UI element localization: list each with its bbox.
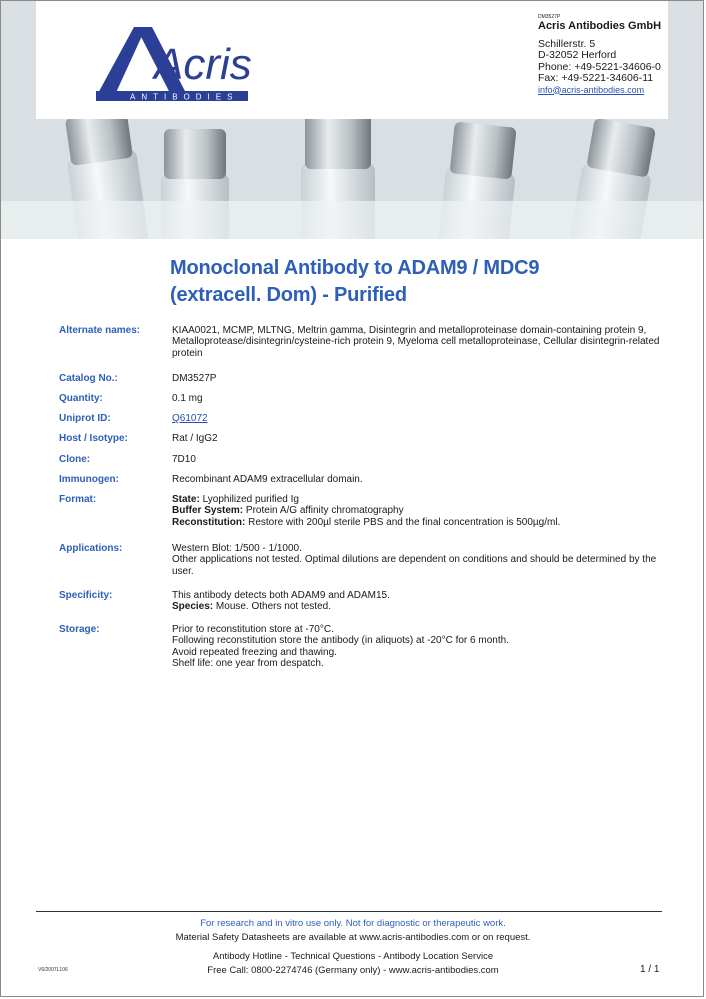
field-value: KIAA0021, MCMP, MLTNG, Meltrin gamma, Disintegrin and metalloproteinase domain-containing protein 9, Metalloprotease/disintegrin/cysteine-rich protein 9, Myeloma cell metalloproteinase, Cellular disintegrin-related protein [172, 325, 660, 359]
state-label: State: [172, 494, 200, 505]
field-value: 7D10 [172, 454, 196, 465]
field-label: Uniprot ID: [59, 413, 111, 424]
specificity-line: This antibody detects both ADAM9 and ADAM15. [172, 590, 390, 601]
field-value [172, 543, 672, 577]
field-value: DM3527P [172, 373, 217, 384]
uniprot-link[interactable]: Q61072 [172, 413, 208, 424]
field-label: Catalog No.: [59, 373, 118, 384]
field-label: Host / Isotype: [59, 433, 128, 444]
field-label: Clone: [59, 454, 91, 465]
document-version: V6/2007L106 [38, 967, 68, 973]
company-name: Acris Antibodies GmbH [538, 20, 662, 32]
storage-line: Following reconstitution store the antibody (in aliquots) at -20°C for 6 month. [172, 635, 509, 647]
storage-line: Prior to reconstitution store at -70°C. [172, 624, 334, 635]
acris-logo [96, 27, 256, 107]
company-fax: Fax: +49-5221-34606-11 [538, 72, 654, 84]
species-value: Mouse. Others not tested. [215, 601, 331, 613]
species-label: Species: [172, 601, 214, 613]
applications-line: Western Blot: 1/500 - 1/1000. [172, 543, 302, 554]
field-value [172, 494, 672, 528]
state-value: Lyophilized purified Ig [202, 494, 299, 505]
footer-research-notice: For research and in vitro use only. Not for diagnostic or therapeutic work. [200, 918, 506, 929]
storage-line: Shelf life: one year from despatch. [172, 658, 324, 670]
reconstitution-value: Restore with 200µl sterile PBS and the final concentration is 500µg/ml. [248, 516, 561, 528]
footer-freecall: Free Call: 0800-2274746 (Germany only) - www.acris-antibodies.com [207, 965, 499, 976]
product-title [170, 255, 670, 309]
company-address [538, 13, 706, 96]
applications-line: Other applications not tested. Optimal dilutions are dependent on conditions and should be determined by the user. [172, 554, 657, 577]
field-label: Alternate names: [59, 325, 141, 336]
product-title-line1: Monoclonal Antibody to ADAM9 / MDC9 [170, 257, 540, 279]
company-phone: Phone: +49-5221-34606-0 [538, 60, 661, 73]
company-street: Schillerstr. 5 [538, 37, 596, 50]
footer-divider [36, 911, 662, 912]
field-label: Storage: [59, 624, 100, 635]
letterhead-panel [36, 1, 668, 119]
field-label: Format: [59, 494, 97, 505]
company-city: D-32052 Herford [538, 49, 617, 61]
field-value [172, 624, 672, 670]
field-value [172, 590, 672, 613]
company-email-link[interactable]: info@acris-antibodies.com [538, 84, 645, 95]
field-label: Quantity: [59, 393, 103, 404]
buffer-value: Protein A/G affinity chromatography [245, 505, 404, 517]
logo-wordmark: Acris [154, 40, 252, 89]
field-label: Applications: [59, 543, 123, 554]
reconstitution-label: Reconstitution: [172, 516, 246, 528]
field-value: Recombinant ADAM9 extracellular domain. [172, 474, 363, 485]
product-title-line2: (extracell. Dom) - Purified [170, 284, 407, 306]
buffer-label: Buffer System: [172, 505, 244, 517]
footer-msds-notice: Material Safety Datasheets are available at www.acris-antibodies.com or on request. [175, 932, 531, 943]
logo-subtitle: ANTIBODIES [130, 92, 239, 102]
field-value: Rat / IgG2 [172, 433, 218, 444]
field-label: Immunogen: [59, 474, 119, 485]
storage-line: Avoid repeated freezing and thawing. [172, 646, 337, 658]
footer-hotline: Antibody Hotline - Technical Questions - Antibody Location Service [212, 951, 494, 962]
field-label: Specificity: [59, 590, 113, 601]
field-value: 0.1 mg [172, 393, 203, 404]
doc-reference: DM3527P [538, 14, 561, 20]
page-number: 1 / 1 [640, 964, 660, 975]
